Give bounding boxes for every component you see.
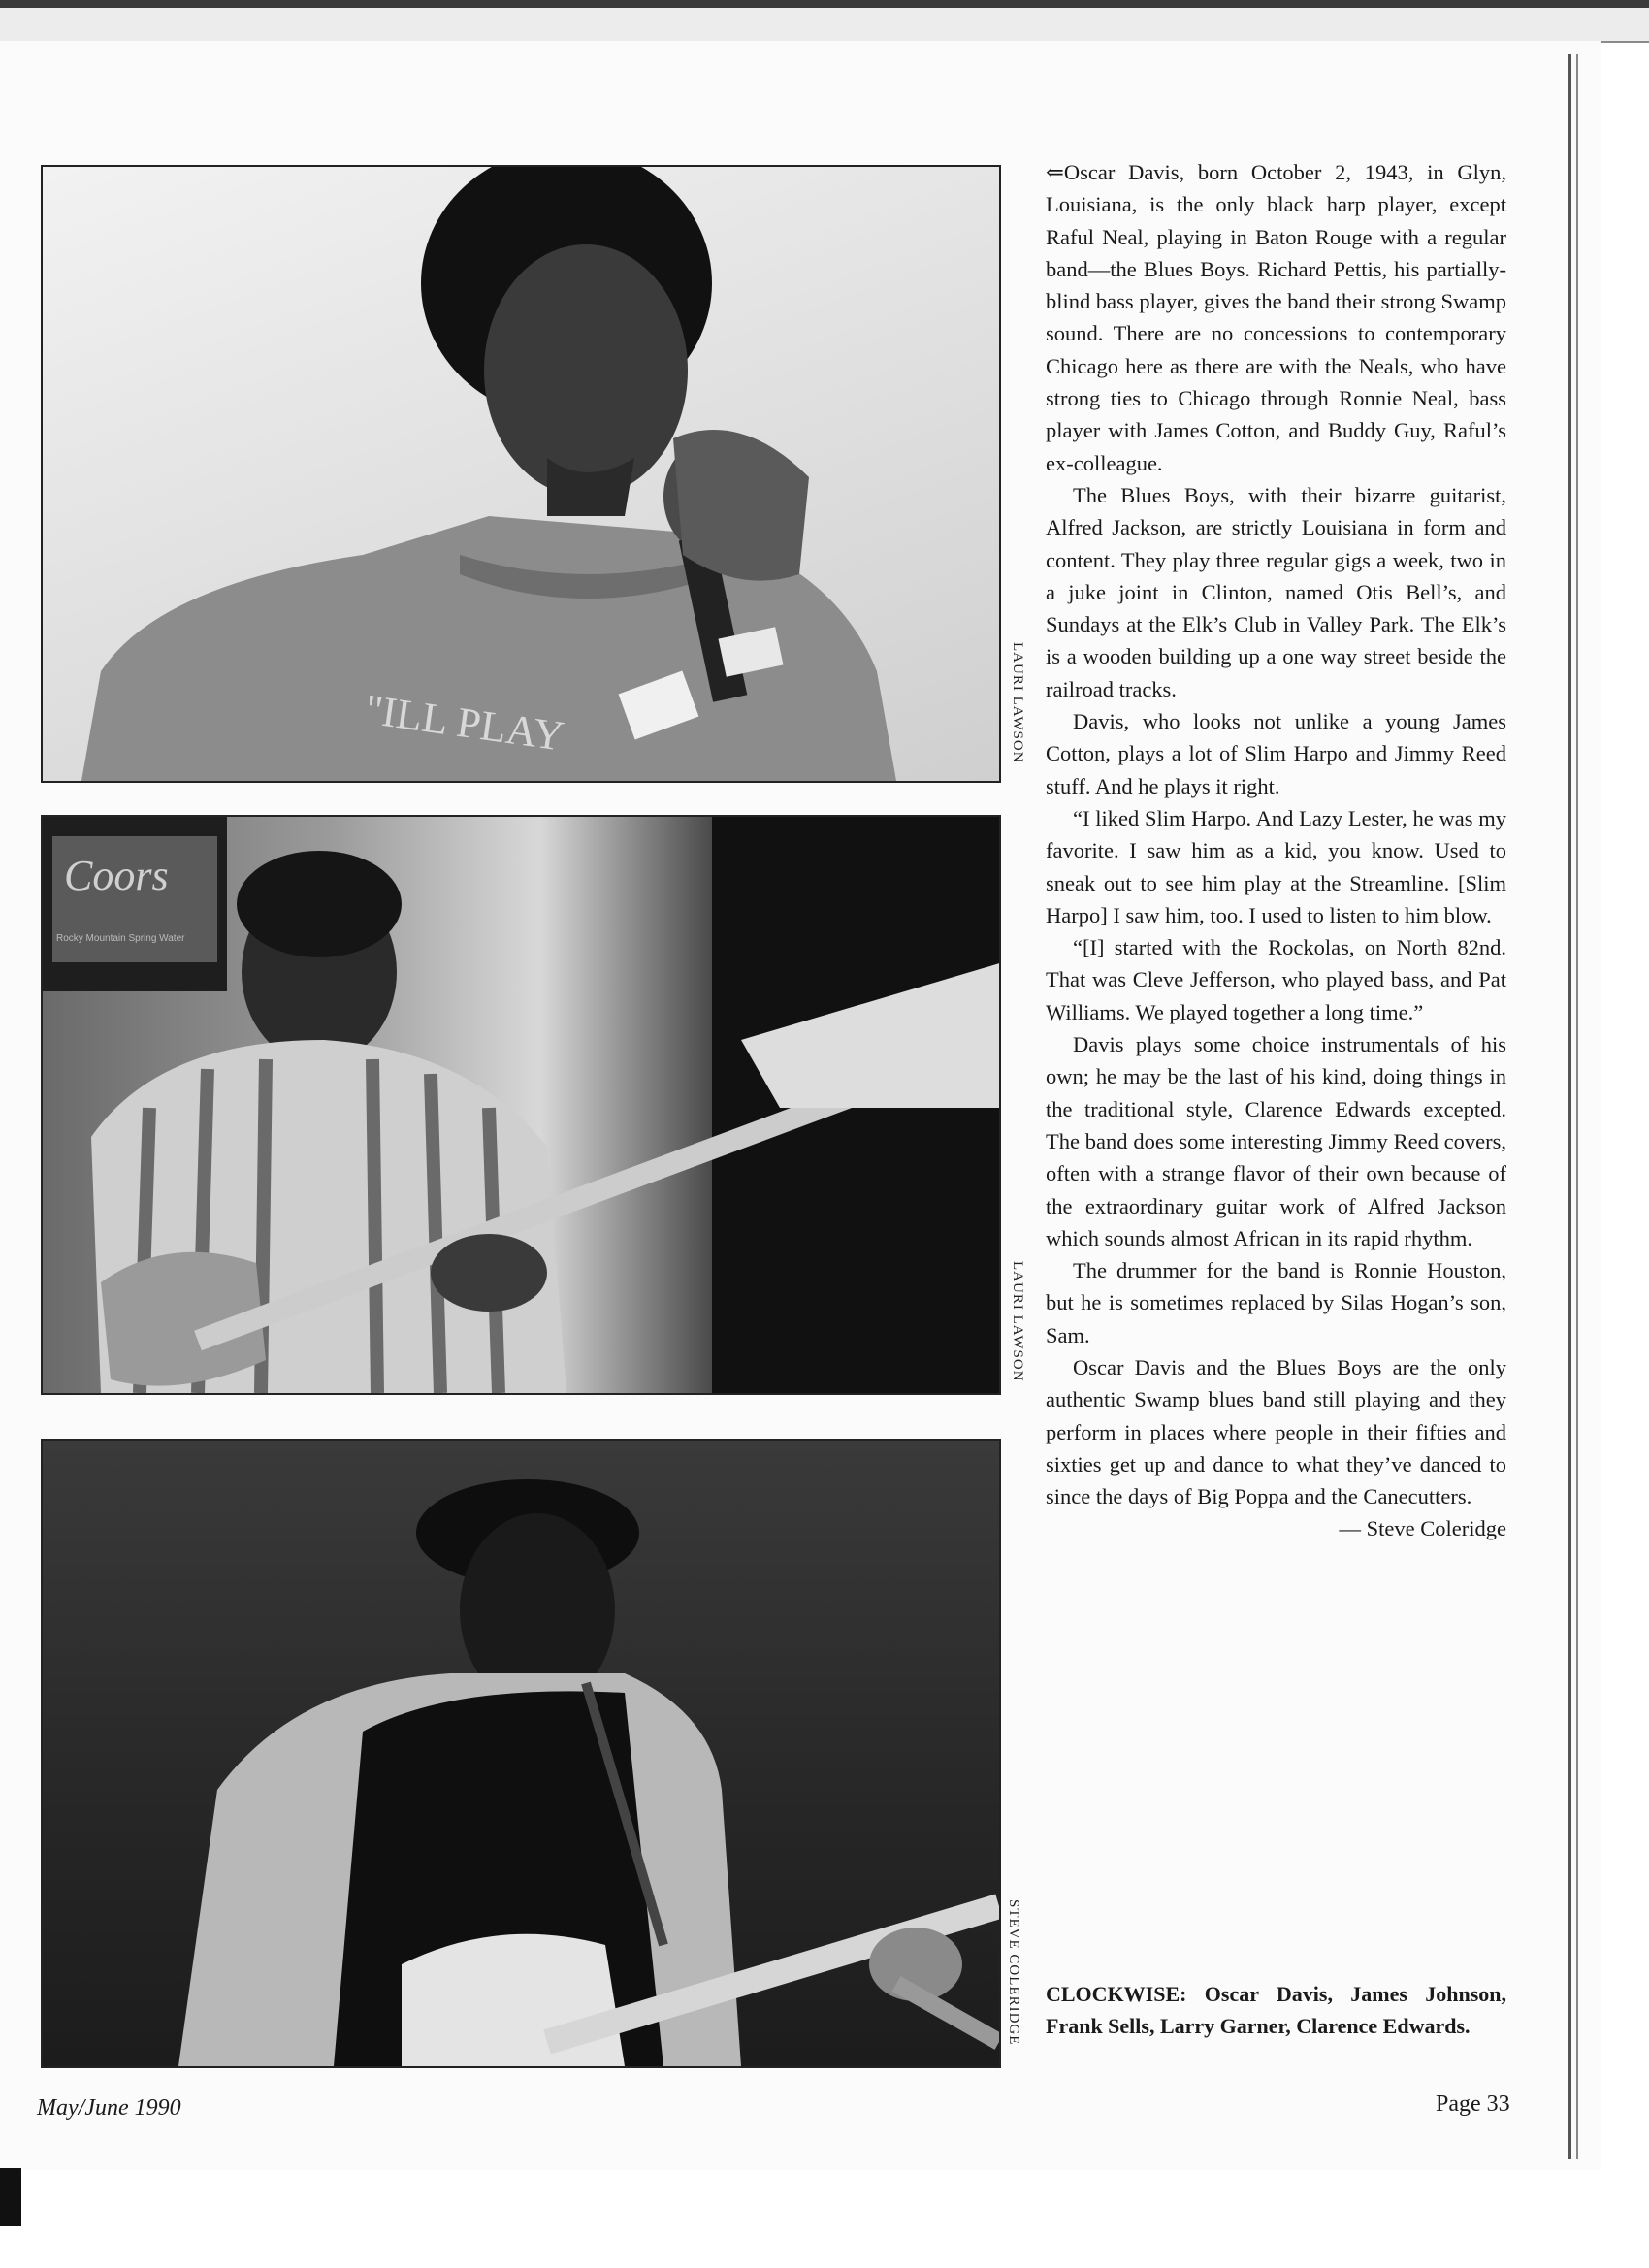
article-paragraph: Oscar Davis and the Blues Boys are the only authentic Swamp blues band still playing and they perform in places where people in their fifties and sixties get up and dance to what they’ve danced to since the days of Big Poppa and the Canecutters. (1046, 1354, 1506, 1509)
footer-issue-date: May/June 1990 (37, 2095, 181, 2121)
article-paragraph: Davis, who looks not unlike a young James Cotton, plays a lot of Slim Harpo and Jimmy Reed stuff. And he plays it right. (1046, 709, 1506, 798)
coors-sign-text: Coors (64, 852, 169, 899)
photo-oscar-davis (41, 165, 1001, 783)
article-paragraph: “I liked Slim Harpo. And Lazy Lester, he was my favorite. I saw him as a kid, you know. Used to sneak out to see him play at the Streamline. [Slim Harpo] I saw him, too. I used to listen to him blow. (1046, 805, 1506, 927)
photo-guitar-illustration (43, 1441, 999, 2066)
photo-caption: CLOCKWISE: Oscar Davis, James Johnson, Frank Sells, Larry Garner, Clarence Edwards. (1046, 1982, 1506, 2038)
photo-guitar-player (41, 1439, 1001, 2068)
article-body (1046, 156, 1506, 1545)
photo-credit-1: LAURI LAWSON (1010, 642, 1025, 763)
footer-page-number: Page 33 (1436, 2091, 1510, 2117)
article-paragraph: “[I] started with the Rockolas, on North 82nd. That was Cleve Jefferson, who played bass, and Pat Williams. We played together a long time.” (1046, 935, 1506, 1024)
scan-edge-mark (0, 2168, 21, 2226)
article-paragraph: The drummer for the band is Ronnie Houston, but he is sometimes replaced by Silas Hogan’s son, Sam. (1046, 1258, 1506, 1347)
coors-sign-subtext: Rocky Mountain Spring Water (56, 933, 185, 944)
shirt-text: "ILL PLAY (362, 685, 567, 761)
article-paragraph: Davis plays some choice instrumentals of his own; he may be the last of his kind, doing things in the traditional style, Clarence Edwards excepted. The band does some interesting Jimmy Reed covers, often with a strange flavor of their own because of the extraordinary guitar work of Alfred Jackson which sounds almost African in its rapid rhythm. (1046, 1032, 1506, 1250)
right-page-rule (1568, 54, 1571, 2159)
photo-bass-player (41, 815, 1001, 1395)
article-paragraph: The Blues Boys, with their bizarre guitarist, Alfred Jackson, are strictly Louisiana in form and content. They play three regular gigs a week, two in a juke joint in Clinton, named Otis Bell’s, and Sundays at the Elk’s Club in Valley Park. The Elk’s is a wooden building up a one way street beside the railroad tracks. (1046, 482, 1506, 701)
scan-bottom-margin (0, 2173, 1649, 2268)
photo-bass-illustration (43, 817, 999, 1393)
photo-credit-3: STEVE COLERIDGE (1006, 1899, 1021, 2046)
article-byline: — Steve Coleridge (1339, 1516, 1506, 1541)
scan-top-shadow (0, 0, 1649, 8)
right-page-rule-inner (1576, 54, 1578, 2159)
photo-singer-illustration (43, 167, 999, 781)
photo-credit-2: LAURI LAWSON (1010, 1261, 1025, 1382)
article-paragraph: ⇐Oscar Davis, born October 2, 1943, in Glyn, Louisiana, is the only black harp player, except Raful Neal, playing in Baton Rouge with a regular band—the Blues Boys. Richard Pettis, his partially-blind bass player, gives the band their strong Swamp sound. There are no concessions to contemporary Chicago here as there are with the Neals, who have strong ties to Chicago through Ronnie Neal, bass player with James Cotton, and Buddy Guy, Raful’s ex-colleague. (1046, 160, 1506, 475)
